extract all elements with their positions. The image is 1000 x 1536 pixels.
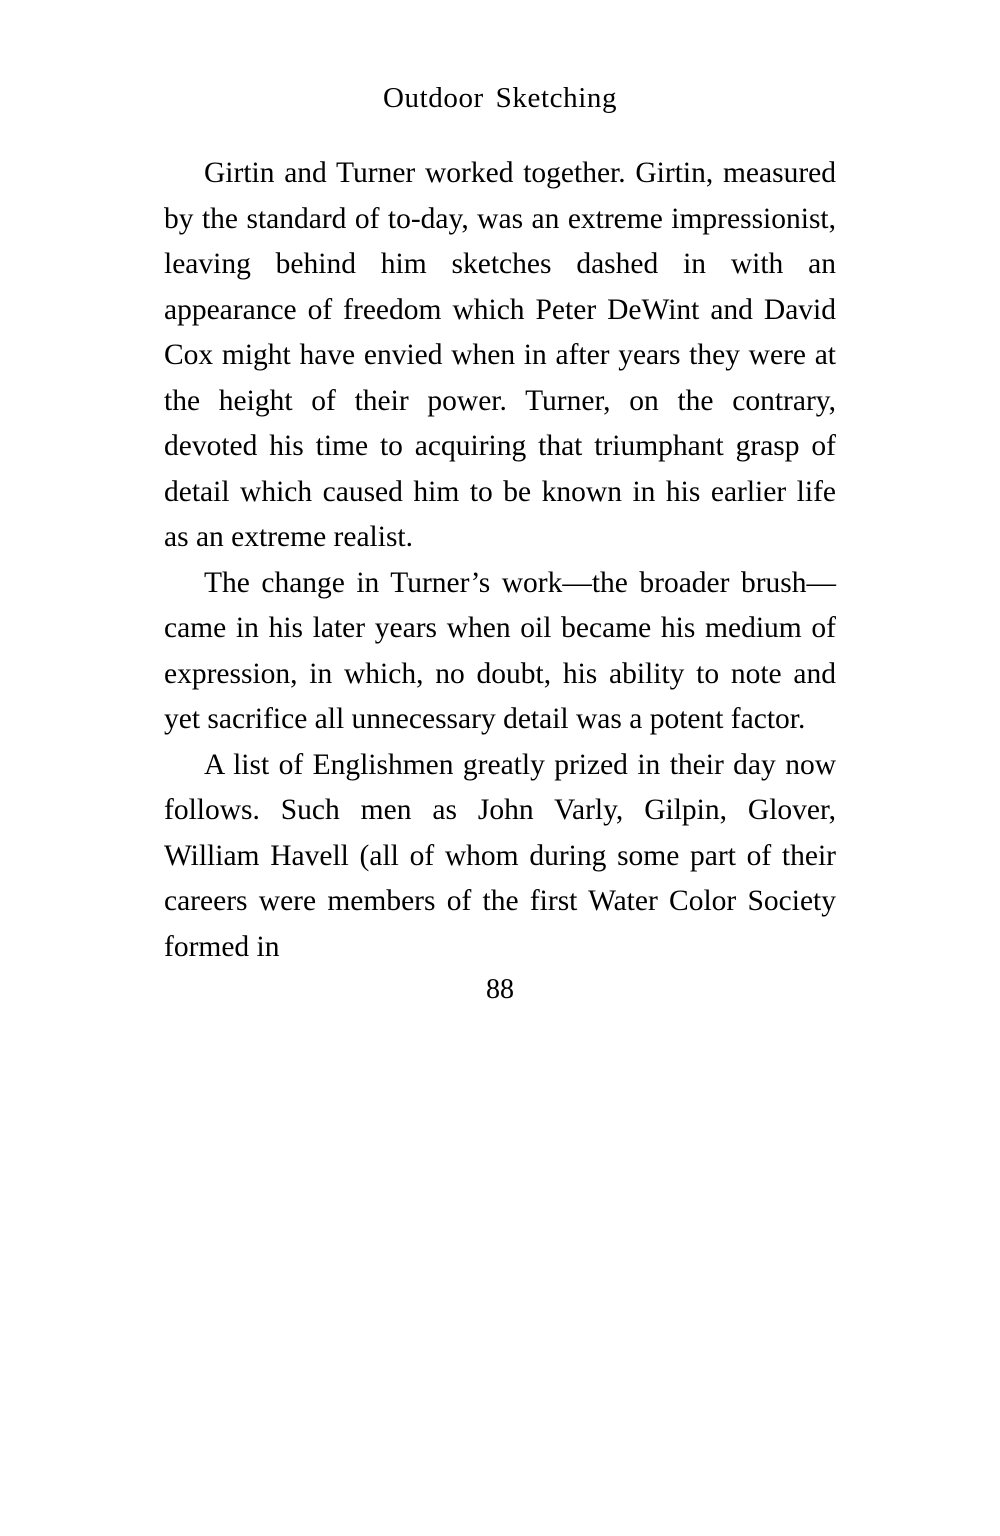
- running-head: Outdoor Sketching: [382, 82, 618, 114]
- paragraph: A list of Englishmen greatly prized in their day now follows. Such men as John Varly, Gilpin, Glover, William Havell (all of whom during some part of their careers were members of the first Water Color Society formed in: [164, 748, 836, 963]
- paragraph: Girtin and Turner worked together. Girtin, measured by the standard of to-day, was an extreme impressionist, leaving behind him sketches dashed in with an appearance of freedom which Peter DeWint and David Cox might have envied when in after years they were at the height of their power. Turner, on the contrary, devoted his time to acquiring that triumphant grasp of detail which caused him to be known in his earlier life as an extreme realist.: [164, 157, 836, 553]
- page-number: 88: [486, 974, 514, 1005]
- book-page: [0, 82, 1000, 1536]
- paragraph: The change in Turner’s work—the broader brush—came in his later years when oil became his medium of expression, in which, no doubt, his ability to note and yet sacrifice all unnecessary detail was a potent factor.: [164, 566, 836, 735]
- body-text: [164, 115, 836, 970]
